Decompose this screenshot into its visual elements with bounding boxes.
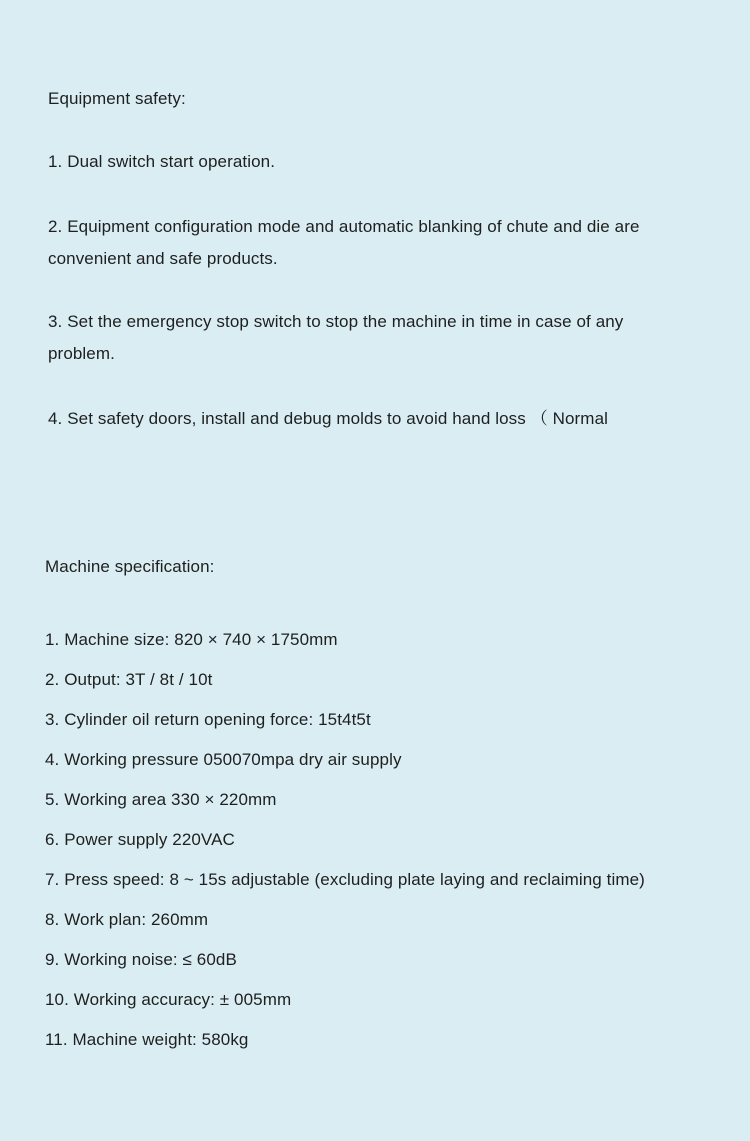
spec-item-working-noise: 9. Working noise: ≤ 60dB	[45, 950, 237, 969]
safety-item-1: 1. Dual switch start operation.	[48, 152, 276, 171]
spec-item-work-plan: 8. Work plan: 260mm	[45, 910, 209, 929]
spec-item-output: 2. Output: 3T / 8t / 10t	[45, 670, 213, 689]
spec-item-cylinder-force: 3. Cylinder oil return opening force: 15t4t5t	[45, 710, 371, 729]
safety-item-2-line-2: convenient and safe products.	[48, 249, 278, 268]
safety-item-2-line-1: 2. Equipment configuration mode and automatic blanking of chute and die are	[48, 217, 640, 236]
spec-item-press-speed: 7. Press speed: 8 ~ 15s adjustable (excluding plate laying and reclaiming time)	[45, 870, 645, 889]
safety-item-4: 4. Set safety doors, install and debug molds to avoid hand loss （ Normal	[48, 409, 608, 428]
spec-item-machine-size: 1. Machine size: 820 × 740 × 1750mm	[45, 630, 338, 649]
spec-item-working-area: 5. Working area 330 × 220mm	[45, 790, 277, 809]
spec-item-power-supply: 6. Power supply 220VAC	[45, 830, 235, 849]
safety-item-3-line-2: problem.	[48, 344, 115, 363]
spec-item-working-accuracy: 10. Working accuracy: ± 005mm	[45, 990, 292, 1009]
specs-section-title: Machine specification:	[45, 557, 215, 576]
safety-item-3-line-1: 3. Set the emergency stop switch to stop the machine in time in case of any	[48, 312, 624, 331]
spec-item-machine-weight: 11. Machine weight: 580kg	[45, 1030, 249, 1049]
spec-item-working-pressure: 4. Working pressure 050070mpa dry air supply	[45, 750, 402, 769]
safety-section-title: Equipment safety:	[48, 89, 186, 108]
